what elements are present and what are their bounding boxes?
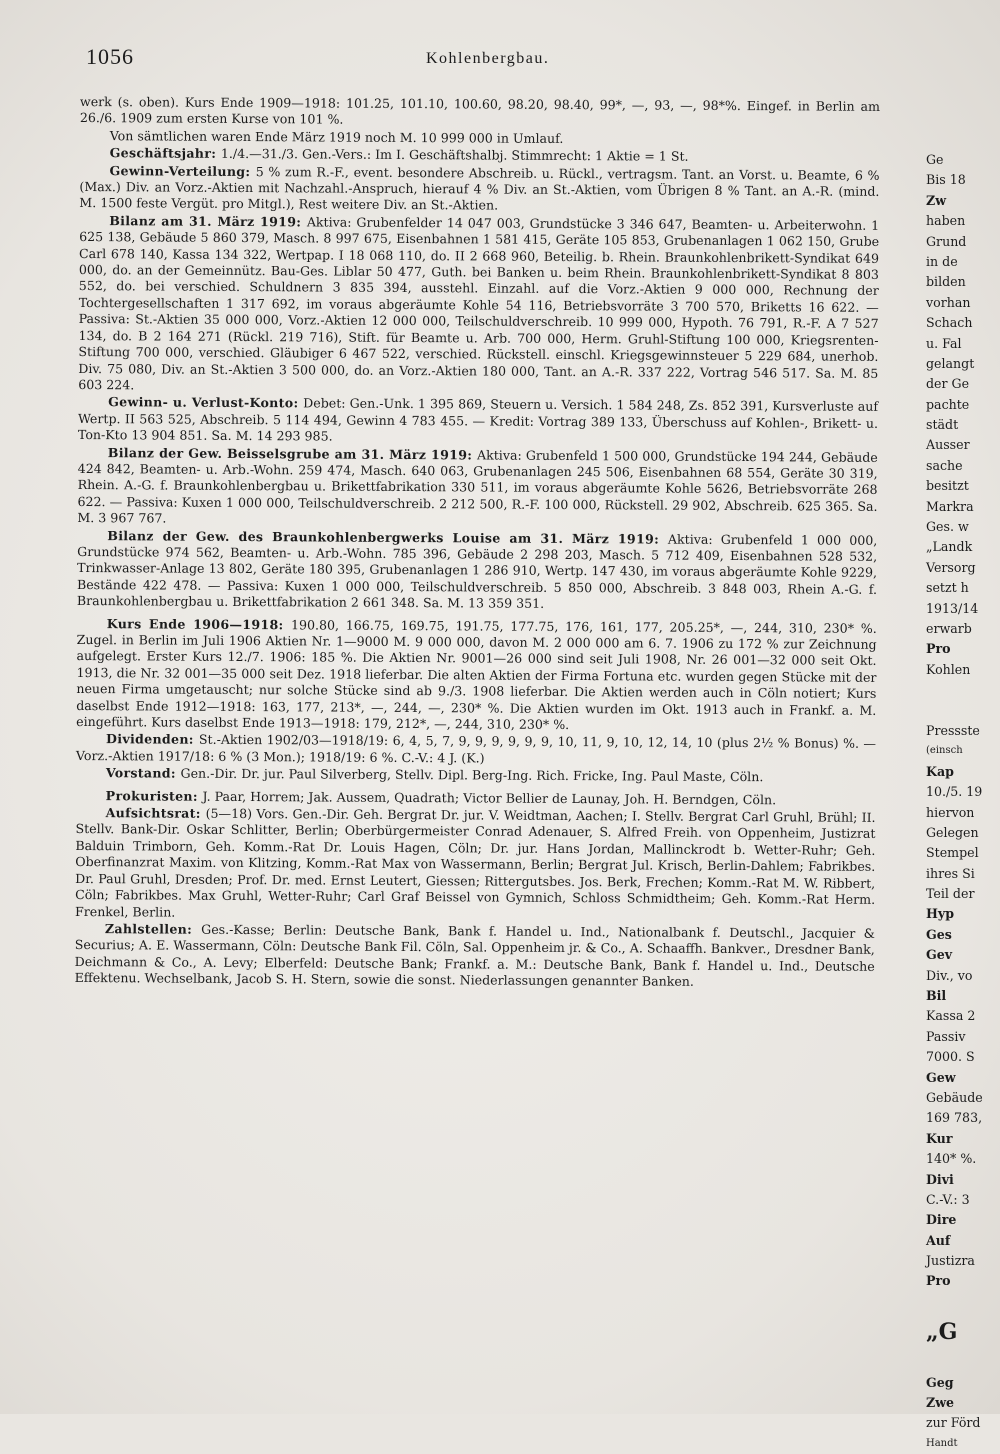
column-fragment-line: Gev (926, 947, 953, 963)
column-fragment-line: gelangt (926, 355, 975, 371)
column-fragment-line: Handt (926, 1437, 958, 1449)
paragraph (76, 765, 876, 786)
paragraph-text: werk (s. oben). Kurs Ende 1909—1918: 101.25, 101.10, 100.60, 98.20, 98.40, 99*, —, 93, —, 98*%. Eingef. in Berlin am 26./6. 1909 zum ersten Kurse von 101 %. (79, 94, 880, 128)
paragraph (75, 921, 875, 992)
paragraph-text: Ges.-Kasse; Berlin: Deutsche Bank, Bank f. Handel u. Ind., Nationalbank f. Deutschl., Jacquier & Securius; A. E. Wassermann, Cöln: Deutsche Bank Fil. Cöln, Sal. Oppenheim jr. & Co., A. Schaaffh. Bankver., Dresdner Bank, Deichmann & Co., A. Levy; Elberfeld: Deutsche Bank; Frankf. a. M.: Deutsche Bank, Bank f. Handel u. Ind., Deutsche Effektenu. Wechselbank, Jacob S. H. Stern, sowie die sonst. Niederlassungen genannter Banken. (74, 921, 875, 989)
running-head: Kohlenbergbau. (426, 50, 550, 67)
column-fragment-line (926, 1352, 1000, 1372)
column-fragment-line: bilden (926, 274, 966, 290)
paragraph (76, 616, 877, 736)
column-fragment-line: Teil der (926, 886, 975, 902)
column-fragment-line: Auf (926, 1232, 951, 1248)
column-fragment-line: (einsch (926, 745, 963, 757)
section-heading: Vorstand: (105, 765, 181, 781)
paragraph (76, 731, 876, 769)
column-fragment-line: Pressste (926, 722, 980, 738)
paragraph-text: (5—18) Vors. Gen.-Dir. Geh. Bergrat Dr. jur. V. Weidtman, Aachen; I. Stellv. Bergrat Carl Gruhl, Brühl; II. Stellv. Bank-Dir. Oskar Schlitter, Berlin; Oberbürgermeister Conrad Adenauer, S. Alfred Freih. von Oppenheim, Justizrat Balduin Trimborn, Geh. Komm.-Rat Dr. Louis Hagen, Cöln; Dr. jur. Hans Jordan, Mallinckrodt b. Wetter-Ruhr; Geh. Oberfinanzrat Maxim. von Klitzing, Komm.-Rat Max von Wassermann, Berlin; Bergrat Jul. Krisch, Berlin-Dahlem; Fabrikbes. Dr. Paul Gruhl, Dresden; Prof. Dr. med. Ernst Leutert, Giessen; Rittergutsbes. Jos. Berk, Frechen; Komm.-Rat M. W. Ribbert, Cöln; Fabrikbes. Max Gruhl, Wetter-Ruhr; Carl Graf Beissel von Gymnich, Schloss Schmidtheim; Geh. Komm.-Rat Herm. Frenkel, Berlin. (74, 805, 876, 920)
page-number: 1056 (86, 44, 134, 69)
column-fragment-line: Grund (926, 233, 967, 249)
column-fragment-line: Gebäude (926, 1089, 983, 1105)
column-fragment-line: sache (926, 457, 963, 473)
column-fragment-line: Passiv (926, 1028, 966, 1044)
column-fragment-line: vorhan (926, 294, 971, 310)
page-header (86, 44, 886, 78)
paragraph-text: Aktiva: Grubenfelder 14 047 003, Grundstücke 3 346 647, Beamten- u. Arbeiterwohn. 1 625 138, Gebäude 5 860 379, Masch. 8 997 675, Eisenbahnen 1 581 415, Geräte 105 853, Grubenanlagen 1 062 150, Grube Carl 678 140, Kassa 134 322, Wertpap. I 18 068 110, do. II 2 668 960, Beteilig. b. Rhein. Braunkohlenbrikett-Syndikat 649 000, do. an der Gemeinnütz. Bau-Ges. Liblar 50 477, Guth. bei Banken u. beim Rhein. Braunkohlenbrikett-Syndikat 8 803 552, do. bei verschied. Schuldnern 3 835 394, ausstehl. Einzahl. auf die Vorz.-Aktien 9 000 000, Rechnung der Tochtergesellschaften 1 317 692, im voraus abgeräumte Kohle 54 116, Betriebsvorräte 3 700 570, Briketts 16 622. — Passiva: St.-Aktien 35 000 000, Vorz.-Aktien 12 000 000, Teilschuldverschreib. 10 999 000, Hypoth. 76 791, R.-F. A 7 527 134, do. B 2 164 271 (Rückl. 219 716), Stift. für Beamte u. Arb. 700 000, Herm. Gruhl-Stiftung 100 000, Kriegsrenten-Stiftung 700 000, verschied. Gläubiger 6 467 522, verschied. Rückstell. einschl. Kriegsgewinnsteuer 5 229 684, unerhob. Div. 75 080, Div. an St.-Aktien 3 500 000, do. an Vorz.-Aktien 180 000, Tant. an A.-R. 337 222, Vortrag 546 517. Sa. M. 85 603 224. (78, 214, 880, 393)
column-fragment-line: 169 783, (926, 1110, 983, 1126)
column-fragment-line: „Landk (926, 539, 973, 555)
column-fragment-line: städt (926, 417, 959, 433)
column-fragment-line: Hyp (926, 906, 955, 922)
column-fragment-line: Stempel (926, 845, 979, 861)
adjacent-column-fragment (926, 150, 1000, 1449)
column-fragment-line: Ges. w (926, 519, 969, 535)
column-fragment-line: 10./5. 19 (926, 784, 983, 800)
column-fragment-line: Justizra (926, 1253, 975, 1269)
section-heading: Prokuristen: (105, 787, 203, 804)
section-heading: Bilanz der Gew. des Braunkohlenbergwerks Louise am 31. März 1919: (107, 527, 668, 547)
column-fragment-line: hiervon (926, 804, 975, 820)
column-fragment-line: Gelegen (926, 824, 979, 840)
column-fragment-line: Pro (926, 641, 951, 657)
section-heading: Bilanz der Gew. Beisselsgrube am 31. März 1919: (107, 444, 478, 462)
column-fragment-line: Ausser (926, 437, 970, 453)
paragraph-text: Debet: Gen.-Unk. 1 395 869, Steuern u. Versich. 1 584 248, Zs. 852 391, Kursverluste auf Wertp. II 563 525, Abschreib. 5 114 494, Gewinn 4 783 455. — Kredit: Vortrag 389 133, Überschuss auf Kohlen-, Brikett- u. Ton-Kto 13 904 851. Sa. M. 14 293 985. (77, 395, 879, 444)
column-fragment-line: in de (926, 253, 958, 269)
section-heading: Bilanz am 31. März 1919: (109, 213, 307, 230)
column-fragment-line: Geg (926, 1374, 954, 1390)
paragraph (79, 163, 879, 217)
column-fragment-line: Zwe (926, 1395, 955, 1411)
column-fragment-line: zur Förd (926, 1415, 981, 1431)
column-fragment-line: der Ge (926, 376, 970, 392)
column-fragment-line: ihres Si (926, 865, 975, 881)
column-fragment-line (926, 1292, 1000, 1312)
column-fragment-line: besitzt (926, 478, 969, 494)
column-fragment-line: „G (926, 1319, 958, 1346)
column-fragment-line: C.-V.: 3 (926, 1191, 970, 1207)
paragraph (75, 805, 876, 925)
paragraph (78, 394, 878, 448)
paragraph-text: Gen.-Dir. Dr. jur. Paul Silverberg, Stellv. Dipl. Berg-Ing. Rich. Fricke, Ing. Paul Maste, Cöln. (180, 765, 764, 785)
column-fragment-line: setzt h (926, 580, 969, 596)
column-fragment-line: Gew (926, 1069, 956, 1085)
paragraph-text: J. Paar, Horrem; Jak. Aussem, Quadrath; Victor Bellier de Launay, Joh. H. Berndgen, Cöln. (202, 788, 777, 807)
paragraph-text: Aktiva: Grubenfeld 1 000 000, Grundstücke 974 562, Beamten- u. Arb.-Wohn. 785 396, Gebäude 2 298 203, Masch. 5 712 409, Eisenbahnen 528 532, Trinkwasser-Anlage 13 802, Geräte 180 395, Grubenanlagen 1 286 910, Wertp. 147 430, im voraus abgeräumte Kohle 9229, Bestände 422 478. — Passiva: Kuxen 1 000 000, Teilschuldverschreib. 5 850 000, Abschreib. 3 848 003, Rhein A.-G. f. Braunkohlenbergbau u. Brikettfabrikation 2 661 348. Sa. M. 13 359 351. (76, 531, 878, 612)
column-fragment-line: Dire (926, 1212, 957, 1228)
column-fragment-line: Ge (926, 152, 944, 167)
column-fragment-line: Kohlen (926, 661, 971, 677)
column-fragment-line (926, 701, 1000, 721)
column-fragment-line: Zw (926, 192, 947, 208)
column-fragment-line: Versorg (926, 559, 976, 575)
column-fragment-line: Divi (926, 1171, 954, 1187)
column-fragment-line: Bil (926, 988, 947, 1004)
column-fragment-line: Markra (926, 498, 974, 514)
column-fragment-line (926, 680, 1000, 700)
column-fragment-line: Kur (926, 1130, 953, 1146)
paragraph (77, 445, 877, 532)
column-fragment-line: Kap (926, 763, 954, 779)
column-fragment-line: Div., vo (926, 967, 973, 983)
section-heading: Gewinn-Verteilung: (109, 162, 256, 179)
paragraph-text: 5 % zum R.-F., event. besondere Abschreib. u. Rückl., vertragsm. Tant. an Vorst. u. Beamte, 6 % (Max.) Div. an Vorz.-Aktien mit Nachzahl.-Anspruch, hierauf 4 % Div. an St.-Aktien, vom Übrigen 8 % Tant. an A.-R. (mind. M. 1500 feste Vergüt. pro Mitgl.), Rest weitere Div. an St.-Aktien. (79, 163, 880, 213)
column-fragment-line: Ges (926, 926, 952, 942)
paragraph-text: St.-Aktien 1902/03—1918/19: 6, 4, 5, 7, 9, 9, 9, 9, 9, 9, 10, 11, 9, 10, 12, 14, 10 (plus 2½ % Bonus) %. — Vorz.-Aktien 1917/18: 6 % (3 Mon.); 1918/19: 6 %. C.-V.: 4 J. (K.) (75, 732, 877, 766)
column-fragment-line: Pro (926, 1273, 951, 1289)
paragraph (80, 94, 880, 132)
column-fragment-line: 1913/14 (926, 600, 979, 616)
section-heading: Aufsichtsrat: (105, 805, 206, 821)
paragraph-text: 190.80, 166.75, 169.75, 191.75, 177.75, 176, 161, 177, 205.25*, —, 244, 310, 230* %. Zugel. in Berlin im Juli 1906 Aktien Nr. 1—9000 M. 9 000 000, davon M. 2 000 000 am 6. 7. 1906 zu 172 % zur Zeichnung aufgelegt. Erster Kurs 12./7. 1906: 185 %. Die Aktien Nr. 9001—26 000 sind seit Juli 1908, Nr. 26 001—32 000 seit Okt. 1913, die Nr. 32 001—35 000 seit Dez. 1918 lieferbar. Die alten Aktien der Firma Fortuna etc. wurden gegen Stücke mit der neuen Firma umgetauscht; nur solche Stücke sind ab 9./3. 1908 lieferbar. Die Aktien werden auch in Cöln notiert; Kurs daselbst Ende 1912—1918: 163, 177, 213*, —, 244, —, 230* %. Die Aktien wurden im Okt. 1913 auch in Frankf. a. M. eingeführt. Kurs daselbst Ende 1913—1918: 179, 212*, —, 244, 310, 230* %. (76, 616, 877, 733)
paragraph-text: Aktiva: Grubenfeld 1 500 000, Grundstücke 194 244, Gebäude 424 842, Beamten- u. Arb.-Wohn. 259 474, Masch. 640 063, Grubenanlagen 245 506, Eisenbahnen 68 554, Geräte 30 319, Rhein. A.-G. f. Braunkohlenbergbau u. Brikettfabrikation 330 511, im voraus abgeräumte Kohle 5626, Betriebsvorräte 268 622. — Passiva: Kuxen 1 000 000, Teilschuldverschreib. 2 212 500, R.-F. 100 000, Rückstell. 29 902, Abschreib. 625 365. Sa. M. 3 967 767. (77, 446, 878, 526)
column-fragment-line: Schach (926, 315, 973, 331)
column-fragment-line: erwarb (926, 620, 972, 636)
column-fragment-line: 140* %. (926, 1151, 977, 1167)
column-fragment-line: Kassa 2 (926, 1008, 976, 1024)
paragraph (78, 213, 879, 398)
section-heading: Geschäftsjahr: (109, 145, 221, 162)
main-text-column (72, 94, 880, 1399)
paragraph (77, 528, 877, 615)
section-heading: Zahlstellen: (104, 921, 202, 937)
column-fragment-line: haben (926, 213, 966, 229)
column-fragment-line: 7000. S (926, 1049, 975, 1065)
paragraph-text: Von sämtlichen waren Ende März 1919 noch M. 10 999 000 in Umlauf. (109, 127, 564, 146)
paragraph-text: 1./4.—31./3. Gen.-Vers.: Im I. Geschäftshalbj. Stimmrecht: 1 Aktie = 1 St. (220, 146, 689, 164)
column-fragment-line: Bis 18 (926, 172, 966, 188)
section-heading: Kurs Ende 1906—1918: (106, 615, 292, 632)
section-heading: Gewinn- u. Verlust-Konto: (108, 394, 304, 411)
column-fragment-line: u. Fal (926, 335, 962, 351)
section-heading: Dividenden: (106, 731, 199, 748)
column-fragment-line: pachte (926, 396, 970, 412)
